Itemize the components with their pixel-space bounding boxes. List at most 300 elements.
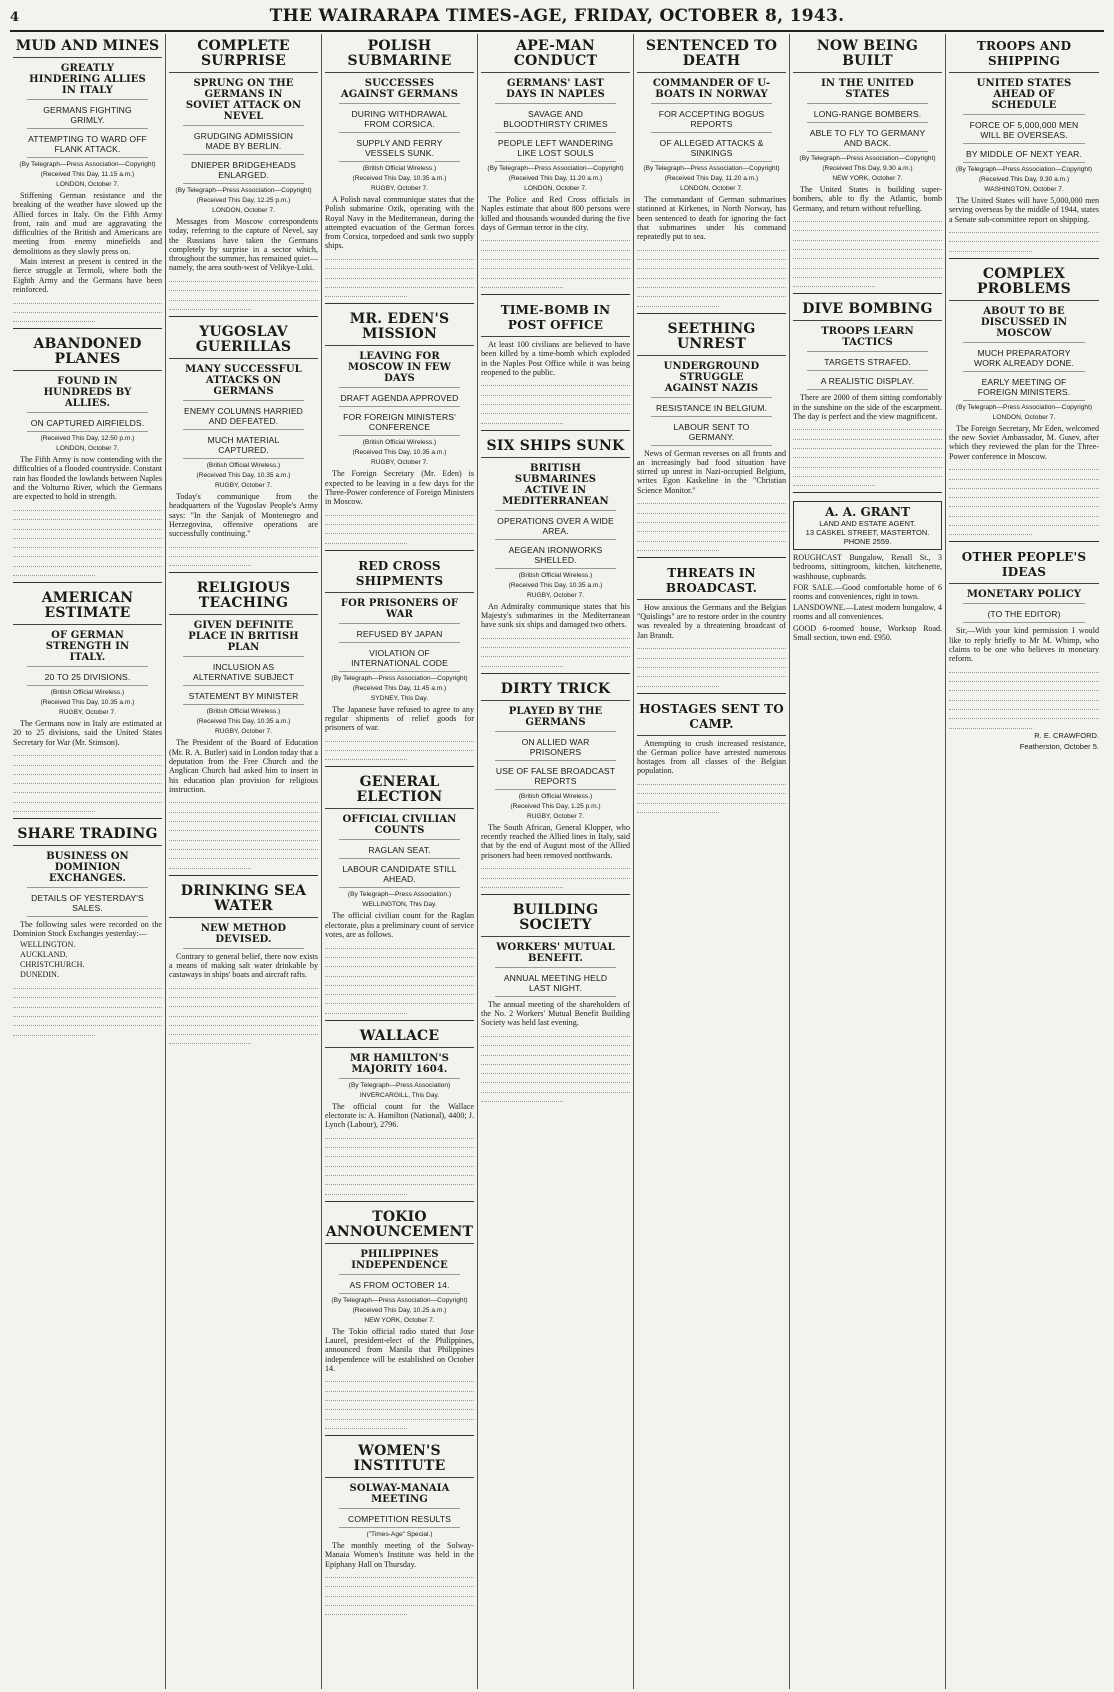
article-dateline: (By Telegraph—Press Association—Copyright) xyxy=(955,403,1093,411)
article-dateline: LONDON, October 7. xyxy=(56,445,119,453)
article xyxy=(481,34,630,295)
text-line xyxy=(13,999,162,1007)
text-line xyxy=(13,531,162,539)
body-text-texture xyxy=(13,295,162,322)
text-line xyxy=(949,674,1099,682)
article xyxy=(481,677,630,895)
article xyxy=(949,545,1099,755)
text-line xyxy=(325,1402,474,1410)
text-line xyxy=(637,543,719,551)
article-paragraph: Sir,—With your kind permission I would like to reply briefly to Mr M. Whimp, who claims to be one who believes in monetary reform. xyxy=(949,626,1099,664)
article-subhead: GREATLY HINDERING ALLIES IN ITALY xyxy=(27,61,148,100)
article xyxy=(637,34,786,314)
text-line xyxy=(481,261,630,269)
article-subhead: SOLWAY-MANAIA MEETING xyxy=(339,1481,460,1509)
article-subhead: TARGETS STRAFED. xyxy=(807,355,928,371)
text-line xyxy=(637,289,786,297)
text-line xyxy=(949,683,1099,691)
text-line xyxy=(481,387,630,395)
article-paragraph: At least 100 civilians are believed to have been killed by a time-bomb which exploded in the Naples Post Office while it was being reopened to the public. xyxy=(481,339,630,377)
article xyxy=(793,34,942,294)
newspaper-title: THE WAIRARAPA TIMES-AGE, FRIDAY, OCTOBER 8, 1943. xyxy=(269,6,845,26)
text-line xyxy=(481,252,630,260)
text-line xyxy=(169,990,318,998)
article-paragraph: There are 2000 of them sitting comfortably in the sunshine on the side of the escarpment. The day is perfect and the view magnificent. xyxy=(793,393,942,421)
article-dateline: (British Official Wireless.) xyxy=(362,439,437,447)
article-paragraph: WELLINGTON. xyxy=(20,939,76,949)
article-headline: BUILDING SOCIETY xyxy=(481,900,630,937)
body-text-texture xyxy=(169,274,318,310)
article-dateline: NEW YORK, October 7. xyxy=(832,175,903,182)
article-subhead: ATTEMPTING TO WARD OFF FLANK ATTACK. xyxy=(27,132,148,158)
body-text-texture xyxy=(949,225,1099,252)
text-line xyxy=(637,252,786,260)
article-subhead: LABOUR SENT TO GERMANY. xyxy=(651,420,772,446)
text-line xyxy=(325,517,474,525)
article-headline: RELIGIOUS TEACHING xyxy=(169,578,318,615)
text-line xyxy=(793,441,942,449)
article-subhead: MUCH PREPARATORY WORK ALREADY DONE. xyxy=(963,346,1085,372)
article-subhead: GIVEN DEFINITE PLACE IN BRITISH PLAN xyxy=(183,618,304,657)
text-line xyxy=(169,823,318,831)
article-subhead: COMPETITION RESULTS xyxy=(339,1512,460,1528)
body-text-texture xyxy=(793,422,942,486)
article-subhead: A REALISTIC DISPLAY. xyxy=(807,374,928,390)
article-dateline: (Received This Day, 9.30 a.m.) xyxy=(978,176,1070,183)
article-paragraph: The commandant of German submarines stationed at Kirkenes, in North Norway, has been sentenced to death for ignoring the fact that submarines under his command repeatedly put to sea. xyxy=(637,195,786,242)
text-line xyxy=(949,225,1099,233)
text-line xyxy=(325,968,474,976)
article-paragraph: Stiffening German resistance and the breaking of the weather have slowed up the Allied forces in Italy. On the Fifth Army front, rain and mud are aggravating the difficulties of the British and Americans are meeting from enemy minefields and demolitions as they slowly press on. xyxy=(13,191,162,256)
text-line xyxy=(325,950,474,958)
text-line xyxy=(793,459,942,467)
text-line xyxy=(637,261,786,269)
text-line xyxy=(169,283,318,291)
text-line xyxy=(169,1036,251,1044)
article-dateline: (By Telegraph—Press Association—Copyright) xyxy=(331,674,468,682)
article-headline: MR. EDEN'S MISSION xyxy=(325,309,474,346)
article-paragraph: News of German reverses on all fronts and an increasingly bad food situation have stirred up unrest in Nazi-occupied Belgium, writes Egon Kaskeline in the "Christian Science Monitor." xyxy=(637,448,786,495)
text-line xyxy=(637,641,786,649)
text-line xyxy=(169,1008,318,1016)
text-line xyxy=(325,1186,407,1194)
article-dateline: (British Official Wireless.) xyxy=(518,792,593,800)
article xyxy=(169,320,318,573)
article-headline: APE-MAN CONDUCT xyxy=(481,36,630,73)
article-subhead: ANNUAL MEETING HELD LAST NIGHT. xyxy=(495,971,616,997)
text-line xyxy=(325,1579,474,1587)
text-line xyxy=(325,1588,474,1596)
article-headline: TIME-BOMB IN POST OFFICE xyxy=(481,300,630,337)
column-4 xyxy=(478,34,634,1689)
text-line xyxy=(481,406,630,414)
letter-signoff: Featherston, October 5. xyxy=(1019,741,1099,751)
text-line xyxy=(481,861,630,869)
text-line xyxy=(13,804,95,812)
body-text-texture xyxy=(481,1029,630,1102)
text-line xyxy=(325,289,407,297)
article-subhead: INCLUSION AS ALTERNATIVE SUBJECT xyxy=(183,660,304,686)
article-headline: SEETHING UNREST xyxy=(637,319,786,356)
article-subhead: REFUSED BY JAPAN xyxy=(339,627,460,643)
article-subhead: PHILIPPINES INDEPENDENCE xyxy=(339,1247,460,1275)
text-line xyxy=(481,378,630,386)
article-dateline: (By Telegraph—Press Association—Copyright) xyxy=(955,166,1093,173)
text-line xyxy=(793,279,875,287)
article-paragraph: Today's communique from the headquarters of the Yugoslav People's Army says: "In the Sanjak of Montenegro and Herzegovina, offensive operations are successfully continuing." xyxy=(169,491,318,539)
article-dateline: (Received This Day, 9.30 a.m.) xyxy=(822,165,913,172)
text-line xyxy=(325,507,474,515)
article-dateline: ("Times-Age" Special.) xyxy=(366,1530,433,1538)
text-line xyxy=(13,549,162,557)
text-line xyxy=(481,658,563,666)
article-dateline: (Received This Day, 11.45 a.m.) xyxy=(352,684,447,692)
body-text-texture xyxy=(169,539,318,566)
article-subhead: ENEMY COLUMNS HARRIED AND DEFEATED. xyxy=(183,404,304,430)
text-line xyxy=(793,232,942,240)
text-line xyxy=(169,832,318,840)
text-line xyxy=(13,1027,95,1035)
article-dateline: RUGBY, October 7. xyxy=(526,591,585,599)
text-line xyxy=(481,280,563,288)
text-line xyxy=(325,526,474,534)
article-subhead: SPRUNG ON THE GERMANS IN SOVIET ATTACK ON NEVEL xyxy=(183,76,304,126)
text-line xyxy=(793,422,942,430)
ad-header xyxy=(793,501,942,550)
column-7 xyxy=(946,34,1102,1689)
text-line xyxy=(169,558,251,566)
text-line xyxy=(481,1057,630,1065)
article-subhead: MR HAMILTON'S MAJORITY 1604. xyxy=(339,1051,460,1079)
article-paragraph: The Foreign Secretary, Mr Eden, welcomed the new Soviet Ambassador, M. Gusev, after which they reviewed the plan for the Three-Power conference in Moscow. xyxy=(949,423,1099,461)
article-paragraph: The Japanese have refused to agree to any regular shipments of relief goods for prisoners of war. xyxy=(325,704,474,733)
text-line xyxy=(325,959,474,967)
text-line xyxy=(949,711,1099,719)
article-subhead: TROOPS LEARN TACTICS xyxy=(807,324,928,352)
body-text-texture xyxy=(481,631,630,667)
text-line xyxy=(793,450,942,458)
article-headline: MUD AND MINES xyxy=(13,36,162,58)
article-subhead: VIOLATION OF INTERNATIONAL CODE xyxy=(339,646,460,672)
text-line xyxy=(637,524,786,532)
text-line xyxy=(325,940,474,948)
article-paragraph: The annual meeting of the shareholders of the No. 2 Workers' Mutual Benefit Building Society was held last evening. xyxy=(481,999,630,1028)
text-line xyxy=(169,851,318,859)
article-dateline: (Received This Day, 10.35 a.m.) xyxy=(352,175,447,182)
text-line xyxy=(325,1005,407,1013)
article-dateline: (Received This Day, 10.35 a.m.) xyxy=(40,699,135,707)
text-line xyxy=(637,515,786,523)
article-paragraph: The Fifth Army is now contending with the difficulties of a flooded countryside. Constant rain has flooded the lowlands between Naples and the Volturno River, which the Germans are expected to hold in strength. xyxy=(13,455,162,502)
text-line xyxy=(481,415,563,423)
page-number: 4 xyxy=(10,10,20,25)
article-paragraph: An Admiralty communique states that his Majesty's submarines in the Mediterranean have sunk six ships and damaged two others. xyxy=(481,601,630,630)
article-dateline: (British Official Wireless.) xyxy=(362,165,437,172)
text-line xyxy=(325,270,474,278)
article-dateline: (Received This Day, 1.25 p.m.) xyxy=(510,802,601,810)
article-dateline: RUGBY, October 7. xyxy=(526,812,585,820)
article-subhead: FOR FOREIGN MINISTERS' CONFERENCE xyxy=(339,410,460,436)
article-subhead: ON CAPTURED AIRFIELDS. xyxy=(27,416,148,432)
body-text-texture xyxy=(949,462,1099,535)
masthead xyxy=(10,6,1104,32)
text-line xyxy=(793,242,942,250)
text-line xyxy=(481,640,630,648)
article-paragraph: The Tokio official radio stated that Jose Laurel, president-elect of the Philippines, announced from Manila that Philippines independence will be established on October 14. xyxy=(325,1326,474,1373)
text-line xyxy=(13,314,95,322)
text-line xyxy=(325,1393,474,1401)
article-dateline: (Received This Day, 11.15 a.m.) xyxy=(40,171,135,178)
text-line xyxy=(481,270,630,278)
article-subhead: OPERATIONS OVER A WIDE AREA. xyxy=(495,514,616,540)
article xyxy=(949,262,1099,543)
text-line xyxy=(637,786,786,794)
text-line xyxy=(637,650,786,658)
column-5 xyxy=(634,34,790,1689)
text-line xyxy=(793,431,942,439)
body-text-texture xyxy=(481,233,630,288)
article-subhead: PEOPLE LEFT WANDERING LIKE LOST SOULS xyxy=(495,136,616,162)
article-paragraph: Attempting to crush increased resistance, the German police have arrested numerous hostages from all classes of the Belgian population. xyxy=(637,738,786,776)
article-paragraph: The official count for the Wallace electorate is: A. Hamilton (National), 4400; J. Lynch (Labour), 2796. xyxy=(325,1101,474,1130)
text-line xyxy=(325,1140,474,1148)
article-subhead: GERMANS' LAST DAYS IN NAPLES xyxy=(495,76,616,104)
column-6 xyxy=(790,34,946,1689)
text-line xyxy=(169,274,318,282)
text-line xyxy=(481,233,630,241)
article-subhead: DURING WITHDRAWAL FROM CORSICA. xyxy=(339,107,460,133)
column-2 xyxy=(166,34,322,1689)
article-dateline: (By Telegraph—Press Association—Copyright) xyxy=(331,1296,468,1304)
article-subhead: FOR PRISONERS OF WAR xyxy=(339,596,460,624)
text-line xyxy=(13,785,162,793)
article-dateline: WELLINGTON, This Day. xyxy=(362,901,437,909)
text-line xyxy=(169,999,318,1007)
article-paragraph: The Foreign Secretary (Mr. Eden) is expected to be leaving in a few days for the Three-Power conference of Foreign Ministers in Moscow. xyxy=(325,469,474,507)
article-headline: WOMEN'S INSTITUTE xyxy=(325,1441,474,1478)
article-subhead: LONG-RANGE BOMBERS. xyxy=(807,107,928,123)
body-text-texture xyxy=(637,641,786,686)
text-line xyxy=(13,794,162,802)
text-line xyxy=(13,776,162,784)
article-subhead: AEGEAN IRONWORKS SHELLED. xyxy=(495,543,616,569)
text-line xyxy=(325,996,474,1004)
article-dateline: (Received This Day, 12.50 p.m.) xyxy=(40,435,135,443)
text-line xyxy=(325,261,474,269)
text-line xyxy=(325,1607,407,1615)
article-subhead: MANY SUCCESSFUL ATTACKS ON GERMANS xyxy=(183,362,304,401)
body-text-texture xyxy=(793,214,942,287)
article-headline: SHARE TRADING xyxy=(13,824,162,846)
article-paragraph: The official civilian count for the Raglan electorate, plus a preliminary count of service votes, are as follows. xyxy=(325,911,474,940)
article-dateline: (By Telegraph—Press Association) xyxy=(348,1081,451,1089)
article-paragraph: The President of the Board of Education (Mr. R. A. Butler) said in London today that a deputation from the Free Church and the Anglican Church had asked him to insert in his education plan provision for religious instruction. xyxy=(169,738,318,794)
text-line xyxy=(949,518,1099,526)
article xyxy=(325,554,474,768)
text-line xyxy=(793,223,942,231)
article-dateline: LONDON, October 7. xyxy=(992,413,1056,421)
article-paragraph: AUCKLAND. xyxy=(20,949,68,959)
article-subhead: DRAFT AGENDA APPROVED xyxy=(339,391,460,407)
body-text-texture xyxy=(325,507,474,543)
text-line xyxy=(793,270,942,278)
classified-ad: ROUGHCAST Bungalow, Renall St., 3 bedrooms, sittingroom, kitchen, kitchenette, washhouse, cupboards. xyxy=(793,553,942,581)
text-line xyxy=(325,1421,407,1429)
article xyxy=(793,297,942,493)
text-line xyxy=(325,1598,474,1606)
article-headline: HOSTAGES SENT TO CAMP. xyxy=(637,699,786,736)
article-subhead: DNIEPER BRIDGEHEADS ENLARGED. xyxy=(183,158,304,184)
article-dateline: RUGBY, October 7. xyxy=(370,459,429,467)
article-headline: TOKIO ANNOUNCEMENT xyxy=(325,1207,474,1244)
article xyxy=(637,697,786,819)
article xyxy=(13,34,162,329)
article-dateline: (Received This Day, 12.25 p.m.) xyxy=(196,197,291,204)
text-line xyxy=(949,234,1099,242)
article-headline: SIX SHIPS SUNK xyxy=(481,436,630,458)
text-line xyxy=(637,777,786,785)
article-subhead: LEAVING FOR MOSCOW IN FEW DAYS xyxy=(339,349,460,388)
text-line xyxy=(481,1029,630,1037)
article-dateline: (Received This Day, 11.20 a.m.) xyxy=(664,175,759,182)
article-subhead: ABLE TO FLY TO GERMANY AND BACK. xyxy=(807,126,928,152)
letter-signoff: R. E. CRAWFORD. xyxy=(1034,730,1099,740)
article-headline: DRINKING SEA WATER xyxy=(169,881,318,918)
column-3 xyxy=(322,34,478,1689)
article-headline: WALLACE xyxy=(325,1026,474,1048)
article-dateline: (By Telegraph—Press Association.) xyxy=(347,891,452,899)
text-line xyxy=(481,1075,630,1083)
article-dateline: (Received This Day, 11.20 a.m.) xyxy=(508,175,603,182)
article-subhead: GERMANS FIGHTING GRIMLY. xyxy=(27,103,148,129)
text-line xyxy=(325,280,474,288)
text-line xyxy=(13,1009,162,1017)
text-line xyxy=(949,720,1032,728)
text-line xyxy=(793,260,942,268)
text-line xyxy=(13,757,162,765)
article-subhead: SUPPLY AND FERRY VESSELS SUNK. xyxy=(339,136,460,162)
text-line xyxy=(325,1131,474,1139)
text-line xyxy=(325,1411,474,1419)
text-line xyxy=(637,242,786,250)
article-paragraph: How anxious the Germans and the Belgian "Quislings" are to restore order in the country was revealed by a threatening broadcast of Jan Brandt. xyxy=(637,602,786,640)
text-line xyxy=(481,1038,630,1046)
article-subhead: BRITISH SUBMARINES ACTIVE IN MEDITERRANEAN xyxy=(495,461,616,511)
article-subhead: ABOUT TO BE DISCUSSED IN MOSCOW xyxy=(963,304,1085,343)
article-subhead: 20 TO 25 DIVISIONS. xyxy=(27,670,148,686)
article-subhead: SAVAGE AND BLOODTHIRSTY CRIMES xyxy=(495,107,616,133)
article-dateline: LONDON, October 7. xyxy=(212,207,275,214)
article-subhead: OF GERMAN STRENGTH IN ITALY. xyxy=(27,628,148,667)
article-subhead: RAGLAN SEAT. xyxy=(339,843,460,859)
article-subhead: BUSINESS ON DOMINION EXCHANGES. xyxy=(27,849,148,888)
advertisement xyxy=(793,496,942,649)
text-line xyxy=(13,767,162,775)
text-line xyxy=(481,1084,630,1092)
article xyxy=(325,34,474,304)
article-subhead: ON ALLIED WAR PRISONERS xyxy=(495,735,616,761)
text-line xyxy=(325,978,474,986)
article-paragraph: The following sales were recorded on the Dominion Stock Exchanges yesterday:— xyxy=(13,919,162,939)
text-line xyxy=(637,795,786,803)
text-line xyxy=(325,1149,474,1157)
article-headline: SENTENCED TO DEATH xyxy=(637,36,786,73)
text-line xyxy=(13,990,162,998)
column-1 xyxy=(10,34,166,1689)
article-headline: COMPLEX PROBLEMS xyxy=(949,264,1099,301)
columns-container xyxy=(10,34,1104,1689)
article-headline: AMERICAN ESTIMATE xyxy=(13,588,162,625)
text-line xyxy=(13,558,162,566)
article xyxy=(325,770,474,1020)
article xyxy=(481,898,630,1108)
text-line xyxy=(637,805,719,813)
article xyxy=(13,822,162,1042)
article-subhead: NEW METHOD DEVISED. xyxy=(183,921,304,949)
body-text-texture xyxy=(325,940,474,1013)
article-paragraph: A Polish naval communique states that the Polish submarine Ozik, operating with the Royal Navy in the Mediterranean, during the attempted evacuation of the German forces from Corsica, torpedoed and sank two supply ships. xyxy=(325,195,474,251)
text-line xyxy=(325,734,474,742)
text-line xyxy=(793,214,942,222)
article-dateline: (Received This Day, 10.35 a.m.) xyxy=(508,581,603,589)
text-line xyxy=(949,490,1099,498)
body-text-texture xyxy=(481,378,630,423)
text-line xyxy=(481,880,563,888)
article-dateline: WASHINGTON, October 7. xyxy=(984,186,1064,193)
article xyxy=(13,332,162,583)
article-paragraph: The South African, General Klopper, who recently reached the Allied lines in Italy, said that by the end of August most of the Allied prisoners had been removed northwards. xyxy=(481,822,630,860)
text-line xyxy=(169,292,318,300)
article-dateline: RUGBY, October 7. xyxy=(214,481,273,489)
article-headline: THREATS IN BROADCAST. xyxy=(637,563,786,600)
text-line xyxy=(481,1094,563,1102)
article-subhead: FORCE OF 5,000,000 MEN WILL BE OVERSEAS. xyxy=(963,118,1085,144)
article xyxy=(325,307,474,550)
text-line xyxy=(637,669,786,677)
text-line xyxy=(325,535,407,543)
article-dateline: (British Official Wireless.) xyxy=(50,689,125,697)
body-text-texture xyxy=(325,252,474,297)
body-text-texture xyxy=(169,980,318,1044)
text-line xyxy=(637,533,786,541)
article xyxy=(949,34,1099,259)
text-line xyxy=(949,665,1099,673)
article xyxy=(169,34,318,317)
article xyxy=(169,879,318,1051)
text-line xyxy=(169,1018,318,1026)
article-headline: YUGOSLAV GUERILLAS xyxy=(169,322,318,359)
article-dateline: (British Official Wireless.) xyxy=(206,461,281,469)
article xyxy=(13,586,162,819)
text-line xyxy=(13,521,162,529)
text-line xyxy=(13,568,95,576)
body-text-texture xyxy=(13,748,162,812)
article-subhead: IN THE UNITED STATES xyxy=(807,76,928,104)
article-dateline: (Received This Day, 10.25 a.m.) xyxy=(352,1306,447,1314)
article-paragraph: The United States is building super-bombers, able to fly the Atlantic, bomb Germany, and return without refuelling. xyxy=(793,185,942,213)
text-line xyxy=(949,481,1099,489)
text-line xyxy=(481,631,630,639)
article-subhead: BY MIDDLE OF NEXT YEAR. xyxy=(963,147,1085,163)
text-line xyxy=(325,1177,474,1185)
article xyxy=(325,1205,474,1436)
article-headline: RED CROSS SHIPMENTS xyxy=(325,556,474,593)
article-dateline: SYDNEY, This Day. xyxy=(370,694,429,702)
body-text-texture xyxy=(949,665,1099,729)
body-text-texture xyxy=(325,1131,474,1195)
text-line xyxy=(793,469,942,477)
article-dateline: INVERCARGILL, This Day. xyxy=(359,1091,440,1099)
